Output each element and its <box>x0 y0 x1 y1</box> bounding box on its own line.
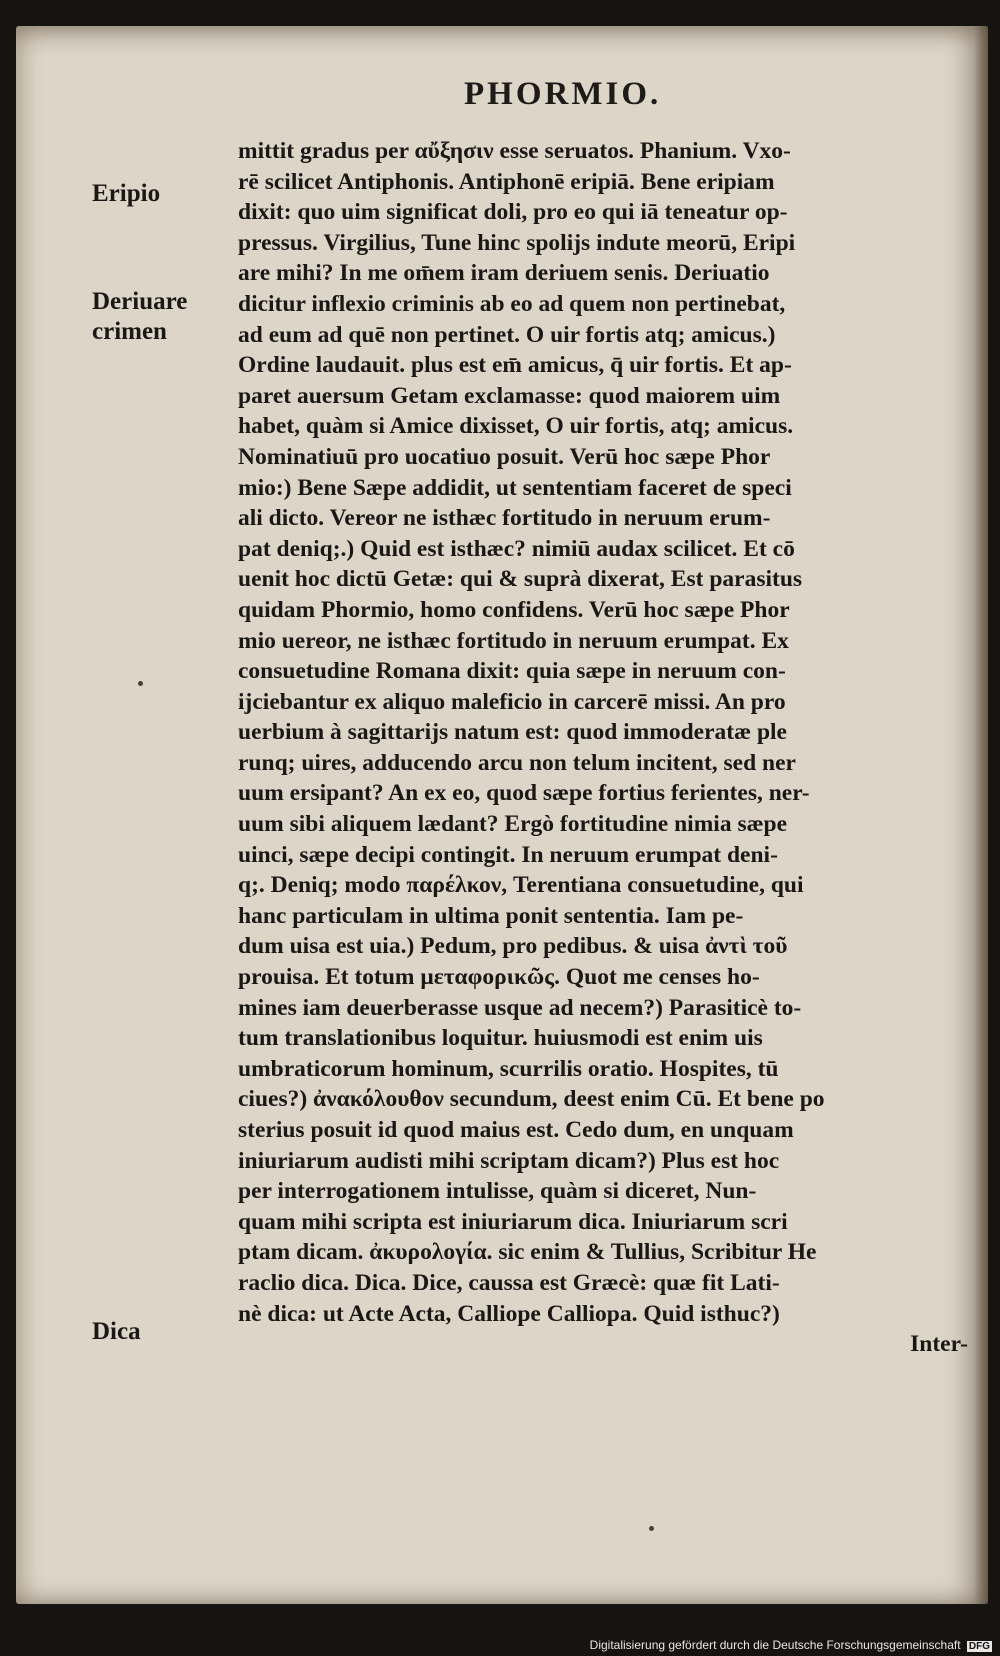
text-line: uenit hoc dictū Getæ: qui & suprà dixerat, Est parasitus <box>238 566 803 593</box>
text-line: tum translationibus loquitur. huiusmodi est enim uis <box>238 1025 763 1052</box>
text-line: quidam Phormio, homo confidens. Verū hoc sæpe Phor <box>238 596 790 623</box>
text-line: pat deniq;.) Quid est isthæc? nimiū audax scilicet. Et cō <box>238 535 795 562</box>
text-line: ali dicto. Vereor ne isthæc fortitudo in neruum erum- <box>238 505 771 532</box>
paper-spot <box>138 681 143 686</box>
text-line: prouisa. Et totum μεταφορικῶς. Quot me censes ho- <box>238 964 760 991</box>
text-line: ptam dicam. ἀκυρολογία. sic enim & Tullius, Scribitur He <box>238 1239 817 1266</box>
margin-note-eripio: Eripio <box>92 180 161 207</box>
text-line: sterius posuit id quod maius est. Cedo dum, en unquam <box>238 1117 794 1143</box>
footer-text: Digitalisierung gefördert durch die Deutsche Forschungsgemeinschaft <box>589 1638 961 1652</box>
text-line: ad eum ad quē non pertinet. O uir fortis atq; amicus.) <box>238 321 776 348</box>
text-line: hanc particulam in ultima ponit sententia. Iam pe- <box>238 902 744 929</box>
text-line: Nominatiuū pro uocatiuo posuit. Verū hoc sæpe Phor <box>238 443 771 470</box>
running-head: PHORMIO. <box>464 76 662 112</box>
text-line: rē scilicet Antiphonis. Antiphonē eripiā. Bene eripiam <box>238 168 775 195</box>
catchword: Inter- <box>910 1331 968 1358</box>
text-line: habet, quàm si Amice dixisset, O uir fortis, atq; amicus. <box>238 413 794 440</box>
text-line: dum uisa est uia.) Pedum, pro pedibus. & uisa ἀντὶ τοῦ <box>238 933 788 960</box>
text-line: mittit gradus per αὔξησιν esse seruatos. Phanium. Vxo- <box>238 138 791 164</box>
text-line: runq; uires, adducendo arcu non telum incitent, sed ner <box>238 749 796 776</box>
text-line: mines iam deuerberasse usque ad necem?) Parasiticè to- <box>238 994 802 1021</box>
text-line: per interrogationem intulisse, quàm si diceret, Nun- <box>238 1178 757 1205</box>
text-line: q;. Deniq; modo παρέλκον, Terentiana consuetudine, qui <box>238 872 804 899</box>
margin-note-crimen: crimen <box>92 318 167 345</box>
text-line: umbraticorum hominum, scurrilis oratio. Hospites, tū <box>238 1055 779 1082</box>
commentary-text <box>238 136 968 1360</box>
text-line: quam mihi scripta est iniuriarum dica. Iniuriarum scri <box>238 1208 788 1235</box>
text-line: pressus. Virgilius, Tune hinc spolijs indute meorū, Eripi <box>238 229 796 256</box>
text-line: consuetudine Romana dixit: quia sæpe in neruum con- <box>238 658 786 685</box>
margin-note-deriuare: Deriuare <box>92 288 188 315</box>
margin-note-dica: Dica <box>92 1318 141 1345</box>
text-line: uum sibi aliquem lædant? Ergò fortitudine nimia sæpe <box>238 811 788 838</box>
text-line: nè dica: ut Acte Acta, Calliope Calliopa. Quid isthuc?) <box>238 1300 780 1327</box>
text-line: mio:) Bene Sæpe addidit, ut sententiam faceret de speci <box>238 474 792 501</box>
text-line: raclio dica. Dica. Dice, caussa est Græcè: quæ fit Lati- <box>238 1269 780 1296</box>
paper-spot <box>649 1526 654 1531</box>
text-line: uerbium à sagittarijs natum est: quod immoderatæ ple <box>238 719 787 746</box>
text-line: dixit: quo uim significat doli, pro eo qui iā teneatur op- <box>238 199 788 226</box>
text-line: are mihi? In me om̄em iram deriuem senis. Deriuatio <box>238 260 770 287</box>
dfg-logo-icon: DFG <box>968 1641 990 1652</box>
text-line: paret auersum Getam exclamasse: quod maiorem uim <box>238 382 781 409</box>
text-line: ijciebantur ex aliquo maleficio in carcerē missi. An pro <box>238 688 786 715</box>
page-edge-shadow <box>974 26 988 1604</box>
text-line: Ordine laudauit. plus est em̄ amicus, q̄ uir fortis. Et ap- <box>238 352 792 379</box>
text-line: uum ersipant? An ex eo, quod sæpe fortius ferientes, ner- <box>238 780 810 807</box>
text-line: iniuriarum audisti mihi scriptam dicam?) Plus est hoc <box>238 1147 780 1174</box>
text-line: mio uereor, ne isthæc fortitudo in neruum erumpat. Ex <box>238 627 789 654</box>
funding-footer <box>590 1638 992 1652</box>
text-line: ciues?) ἀνακόλουθον secundum, deest enim Cū. Et bene po <box>238 1086 825 1113</box>
text-line: uinci, sæpe decipi contingit. In neruum erumpat deni- <box>238 841 778 868</box>
text-line: dicitur inflexio criminis ab eo ad quem non pertinebat, <box>238 290 786 317</box>
